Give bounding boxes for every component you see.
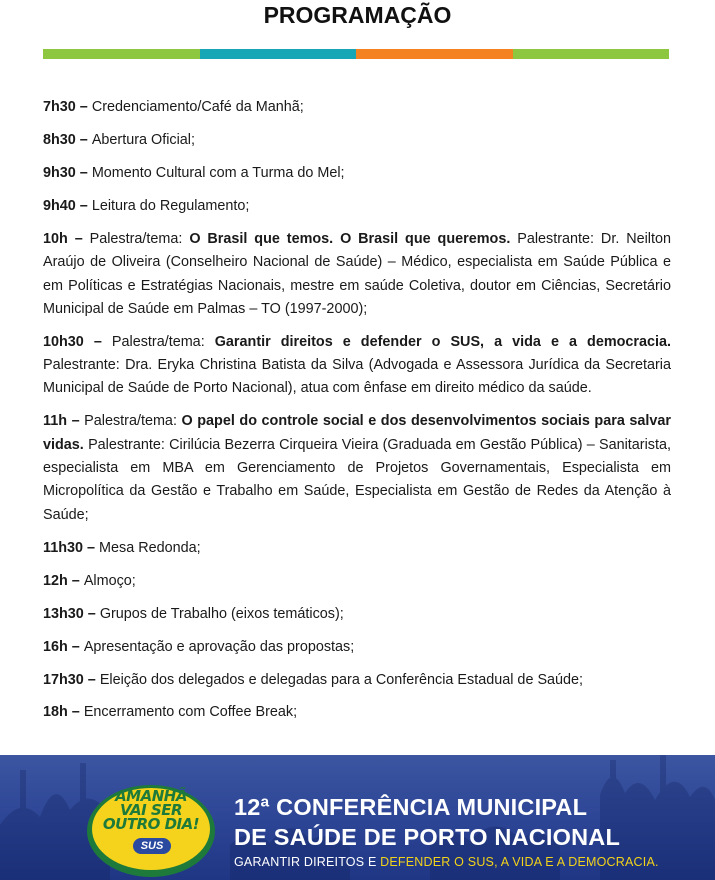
agenda-time: 12h <box>43 572 68 589</box>
agenda-time: 9h30 <box>43 164 76 181</box>
conference-banner <box>0 755 715 880</box>
agenda-text: Mesa Redonda; <box>99 539 201 556</box>
stripe-segment-green-2 <box>513 49 670 59</box>
agenda-item: 7h30 – Credenciamento/Café da Manhã; <box>43 99 304 115</box>
badge-slogan <box>92 789 210 831</box>
conference-tagline <box>234 855 659 869</box>
agenda-time: 16h <box>43 638 68 655</box>
agenda-time: 7h30 <box>43 99 76 115</box>
agenda-item: 11h30 – Mesa Redonda; <box>43 539 201 556</box>
agenda-item: 11h – Palestra/tema: O papel do controle social e dos desenvolvimentos sociais para salvar vidas. Palestrante: Cirilúcia Bezerra Cirqueira Vieira (Graduada em Gestão Pública) – Sanitarista, especialista em MBA em Gerenciamento de Projetos Governamentais, Especialista em Micropolítica da Gestão e Trabalho em Saúde, Especialista em Gestão de Redes da Atenção à Saúde; <box>43 413 672 523</box>
agenda-item: 10h30 – Palestra/tema: Garantir direitos e defender o SUS, a vida e a democracia. Palestrante: Dra. Eryka Christina Batista da Silva (Advogada e Assessora Jurídica da Secretaria Municipal de Saúde de Porto Nacional), atua com ênfase em direito médico da saúde. <box>43 333 672 397</box>
agenda-time: 9h40 <box>43 197 76 214</box>
agenda-text: Apresentação e aprovação das propostas; <box>83 638 355 655</box>
agenda-time: 10h30 <box>43 333 84 350</box>
agenda-item: 8h30 – Abertura Oficial; <box>43 131 195 148</box>
agenda-item: 18h – Encerramento com Coffee Break; <box>43 704 298 721</box>
color-stripe <box>43 49 669 59</box>
agenda-prefix: Palestra/tema: <box>111 333 215 350</box>
agenda-text: Grupos de Trabalho (eixos temáticos); <box>99 605 344 622</box>
stripe-segment-orange <box>356 49 513 59</box>
agenda-list <box>43 96 671 734</box>
agenda-text: Palestrante: Cirilúcia Bezerra Cirqueira Vieira (Graduada em Gestão Pública) – Sanitarista, especialista em MBA em Gerenciamento de Projetos Governamentais, Especialista em Micropolítica da Gestão e Trabalho em Saúde, Especialista em Gestão de Redes da Atenção à Saúde; <box>43 436 671 523</box>
agenda-text: Credenciamento/Café da Manhã; <box>91 99 304 115</box>
agenda-item: 12h – Almoço; <box>43 572 136 589</box>
page-title: PROGRAMAÇÃO <box>263 2 452 28</box>
agenda-text: Abertura Oficial; <box>91 131 195 148</box>
agenda-item: 16h – Apresentação e aprovação das propostas; <box>43 638 355 655</box>
agenda-text: Palestrante: Dra. Eryka Christina Batista da Silva (Advogada e Assessora Jurídica da Secretaria Municipal de Saúde de Porto Nacional), atua com ênfase em direito médico da saúde. <box>43 357 671 397</box>
agenda-text: Eleição dos delegados e delegadas para a Conferência Estadual de Saúde; <box>99 671 584 688</box>
badge-line-3: OUTRO DIA! <box>102 815 200 833</box>
agenda-item: 10h – Palestra/tema: O Brasil que temos. O Brasil que queremos. Palestrante: Dr. Neilton Araújo de Oliveira (Conselheiro Nacional de Saúde) – Médico, especialista em Saúde Pública e em Políticas e Estratégias Nacionais, mestre em saúde Coletiva, doutor em Ciências, Secretário Municipal de Saúde em Palmas – TO (1997-2000); <box>43 230 672 317</box>
agenda-time: 10h <box>43 230 68 247</box>
tagline-highlight: DEFENDER O SUS, A VIDA E A DEMOCRACIA. <box>380 855 659 869</box>
agenda-text: Encerramento com Coffee Break; <box>83 704 298 721</box>
conference-title <box>234 792 704 852</box>
agenda-time: 11h <box>43 413 68 430</box>
agenda-text: Almoço; <box>83 572 136 589</box>
agenda-item: 9h30 – Momento Cultural com a Turma do Mel; <box>43 164 345 181</box>
sus-logo: SUS <box>133 838 171 854</box>
agenda-text: Leitura do Regulamento; <box>91 197 250 214</box>
conference-title-line-1: 12ª CONFERÊNCIA MUNICIPAL <box>234 794 588 820</box>
agenda-theme: O Brasil que temos. O Brasil que queremos. <box>189 230 511 247</box>
agenda-item: 17h30 – Eleição dos delegados e delegadas para a Conferência Estadual de Saúde; <box>43 671 584 688</box>
agenda-prefix: Palestra/tema: <box>84 413 182 430</box>
agenda-time: 13h30 <box>43 605 84 622</box>
agenda-item: 9h40 – Leitura do Regulamento; <box>43 197 250 214</box>
badge-line-1: AMANHÃ <box>115 787 187 805</box>
tagline-white: GARANTIR DIREITOS E <box>234 855 381 869</box>
agenda-prefix: Palestra/tema: <box>89 230 190 247</box>
agenda-time: 11h30 <box>43 539 84 556</box>
agenda-text: Momento Cultural com a Turma do Mel; <box>91 164 345 181</box>
agenda-theme: Garantir direitos e defender o SUS, a vida e a democracia. <box>214 333 672 350</box>
stripe-segment-teal <box>200 49 357 59</box>
conference-title-line-2: DE SAÚDE DE PORTO NACIONAL <box>234 824 621 850</box>
agenda-text: Palestrante: Dr. Neilton Araújo de Oliveira (Conselheiro Nacional de Saúde) – Médico, especialista em Saúde Pública e em Políticas e Estratégias Nacionais, mestre em saúde Coletiva, doutor em Ciências, Secretário Municipal de Saúde em Palmas – TO (1997-2000); <box>43 230 672 317</box>
stripe-segment-green <box>43 49 200 59</box>
agenda-time: 8h30 <box>43 131 76 148</box>
agenda-time: 17h30 <box>43 671 84 688</box>
agenda-item: 13h30 – Grupos de Trabalho (eixos temáticos); <box>43 605 344 622</box>
agenda-time: 18h <box>43 704 68 721</box>
agenda-theme: O papel do controle social e dos desenvolvimentos sociais para salvar vidas. <box>43 413 672 453</box>
badge-line-2: VAI SER <box>119 801 183 819</box>
